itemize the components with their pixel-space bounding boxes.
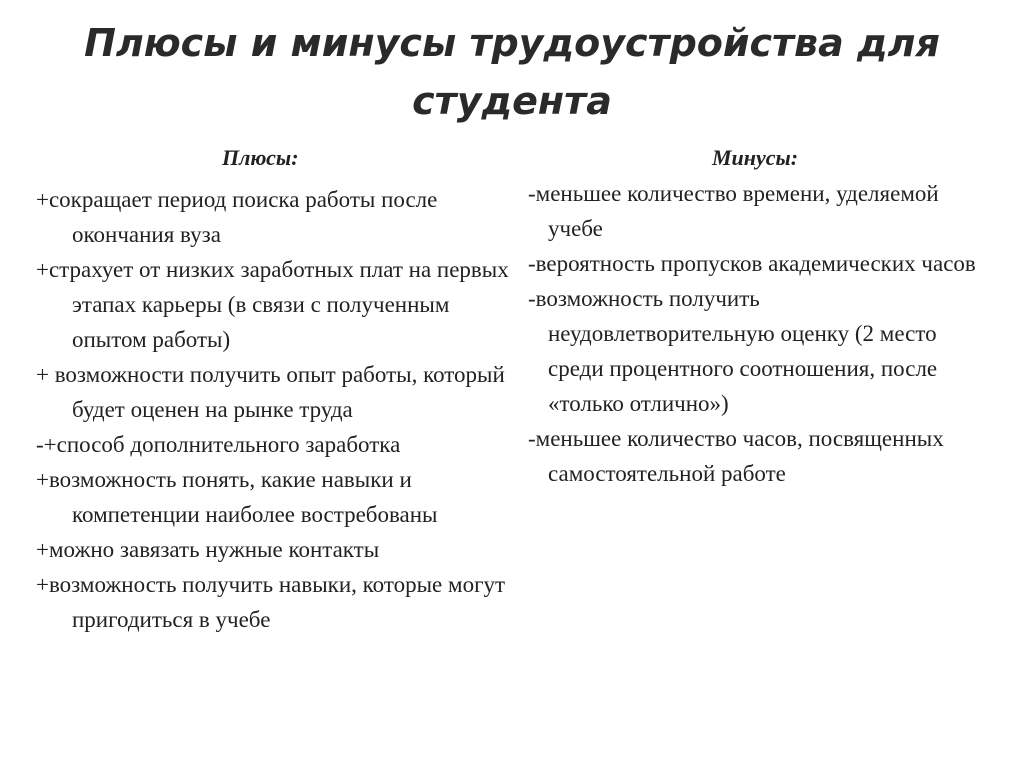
list-item: +возможность понять, какие навыки и компетенции наиболее востребованы (36, 467, 438, 527)
pros-heading: Плюсы: (222, 145, 299, 170)
pros-list (36, 182, 516, 637)
pros-column (36, 140, 516, 637)
cons-column (528, 140, 988, 491)
list-item: + возможности получить опыт работы, который будет оценен на рынке труда (36, 362, 505, 422)
slide-title: Плюсы и минусы трудоустройства для студента (84, 21, 940, 123)
list-item: +можно завязать нужные контакты (36, 537, 380, 562)
list-item: -возможность получить неудовлетворительную оценку (2 место среди процентного соотношения, после «только отлично») (528, 286, 938, 416)
list-item: +возможность получить навыки, которые могут пригодиться в учебе (36, 572, 506, 632)
list-item: -меньшее количество часов, посвященных самостоятельной работе (528, 426, 944, 486)
list-item: +страхует от низких заработных плат на первых этапах карьеры (в связи с полученным опытом работы) (36, 257, 509, 352)
list-item: -меньшее количество времени, уделяемой учебе (528, 181, 939, 241)
list-item: +сокращает период поиска работы после окончания вуза (36, 187, 438, 247)
list-item: -вероятность пропусков академических часов (528, 251, 976, 276)
list-item: -+способ дополнительного заработка (36, 432, 401, 457)
cons-list (528, 176, 988, 491)
cons-heading: Минусы: (712, 145, 799, 170)
